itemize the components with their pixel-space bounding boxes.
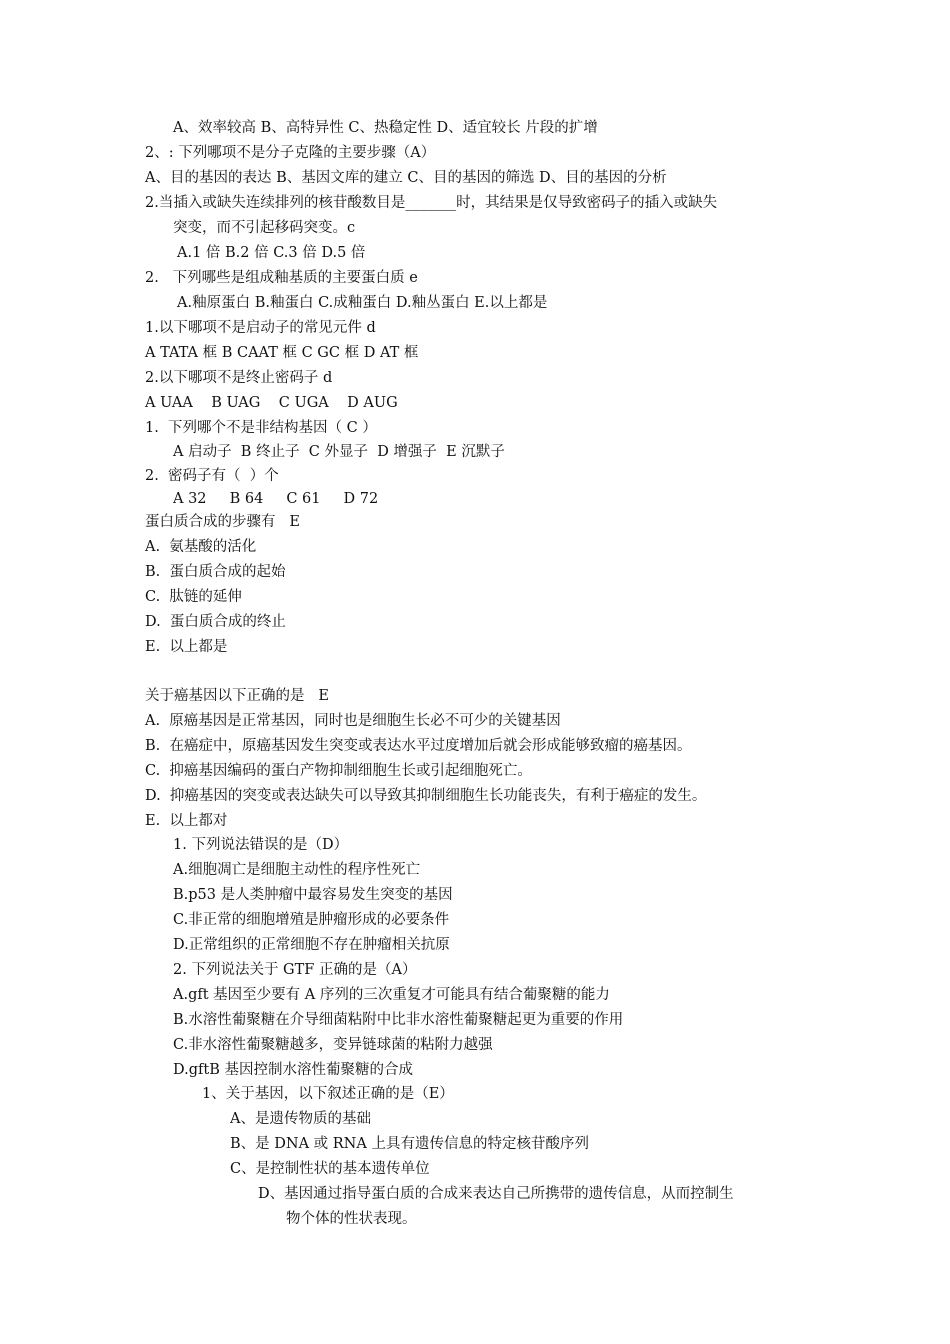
text-line: 突变，而不引起移码突变。c [173, 220, 356, 236]
text-line: A、是遗传物质的基础 [230, 1111, 371, 1127]
text-line: A. 氨基酸的活化 [145, 539, 257, 555]
text-line: 关于癌基因以下正确的是 E [145, 688, 329, 704]
text-line: C、是控制性状的基本遗传单位 [230, 1161, 430, 1177]
text-line: D.正常组织的正常细胞不存在肿瘤相关抗原 [173, 937, 450, 953]
text-line: 2.以下哪项不是终止密码子 d [145, 370, 333, 386]
text-line: 蛋白质合成的步骤有 E [145, 514, 300, 530]
text-line: A、目的基因的表达 B、基因文库的建立 C、目的基因的筛选 D、目的基因的分析 [145, 170, 667, 186]
text-line: B、是 DNA 或 RNA 上具有遗传信息的特定核苷酸序列 [230, 1136, 589, 1152]
text-line: 2. 密码子有（ ）个 [145, 468, 279, 484]
text-line: A.细胞凋亡是细胞主动性的程序性死亡 [173, 862, 421, 878]
text-line: A.1 倍 B.2 倍 C.3 倍 D.5 倍 [177, 245, 366, 261]
text-line: E. 以上都对 [145, 813, 228, 829]
text-line: E. 以上都是 [145, 639, 228, 655]
text-line: 1. 下列哪个不是非结构基因（ C ） [145, 420, 377, 436]
text-line: A UAA B UAG C UGA D AUG [145, 395, 398, 411]
text-line: D.gftB 基因控制水溶性葡聚糖的合成 [173, 1062, 413, 1078]
text-line: 1.以下哪项不是启动子的常见元件 d [145, 320, 376, 336]
text-line: A 启动子 B 终止子 C 外显子 D 增强子 E 沉默子 [173, 444, 505, 460]
text-line: A、效率较高 B、高特异性 C、热稳定性 D、适宜较长 片段的扩增 [173, 120, 598, 136]
text-line: 物个体的性状表现。 [286, 1211, 417, 1227]
text-line: D. 抑癌基因的突变或表达缺失可以导致其抑制细胞生长功能丧失，有利于癌症的发生。 [145, 788, 707, 804]
text-line: C.非正常的细胞增殖是肿瘤形成的必要条件 [173, 912, 450, 928]
text-line: C. 肽链的延伸 [145, 589, 242, 605]
text-line: A. 原癌基因是正常基因，同时也是细胞生长必不可少的关键基因 [145, 713, 561, 729]
text-line: A TATA 框 B CAAT 框 C GC 框 D AT 框 [145, 345, 419, 361]
text-line: 2、: 下列哪项不是分子克隆的主要步骤（A） [145, 145, 436, 161]
text-line: A 32 B 64 C 61 D 72 [173, 491, 379, 507]
text-line: B. 在癌症中，原癌基因发生突变或表达水平过度增加后就会形成能够致瘤的癌基因。 [145, 738, 692, 754]
text-line: 2.当插入或缺失连续排列的核苷酸数目是_______时，其结果是仅导致密码子的插入或缺失 [145, 195, 718, 211]
text-line: B.p53 是人类肿瘤中最容易发生突变的基因 [173, 887, 453, 903]
text-line: D、基因通过指导蛋白质的合成来表达自己所携带的遗传信息，从而控制生 [258, 1186, 734, 1202]
text-line: 1、关于基因，以下叙述正确的是（E） [202, 1086, 454, 1102]
text-line: D. 蛋白质合成的终止 [145, 614, 286, 630]
text-line: 1. 下列说法错误的是（D） [173, 837, 349, 853]
text-line: 2. 下列说法关于 GTF 正确的是（A） [173, 962, 417, 978]
text-line: 2. 下列哪些是组成釉基质的主要蛋白质 e [145, 270, 418, 286]
text-line: C. 抑癌基因编码的蛋白产物抑制细胞生长或引起细胞死亡。 [145, 763, 532, 779]
text-line: B.水溶性葡聚糖在介导细菌粘附中比非水溶性葡聚糖起更为重要的作用 [173, 1012, 624, 1028]
text-line: A.釉原蛋白 B.釉蛋白 C.成釉蛋白 D.釉丛蛋白 E.以上都是 [177, 295, 548, 311]
text-line: B. 蛋白质合成的起始 [145, 564, 286, 580]
text-line: A.gft 基因至少要有 A 序列的三次重复才可能具有结合葡聚糖的能力 [173, 987, 610, 1003]
text-line: C.非水溶性葡聚糖越多，变异链球菌的粘附力越强 [173, 1037, 493, 1053]
